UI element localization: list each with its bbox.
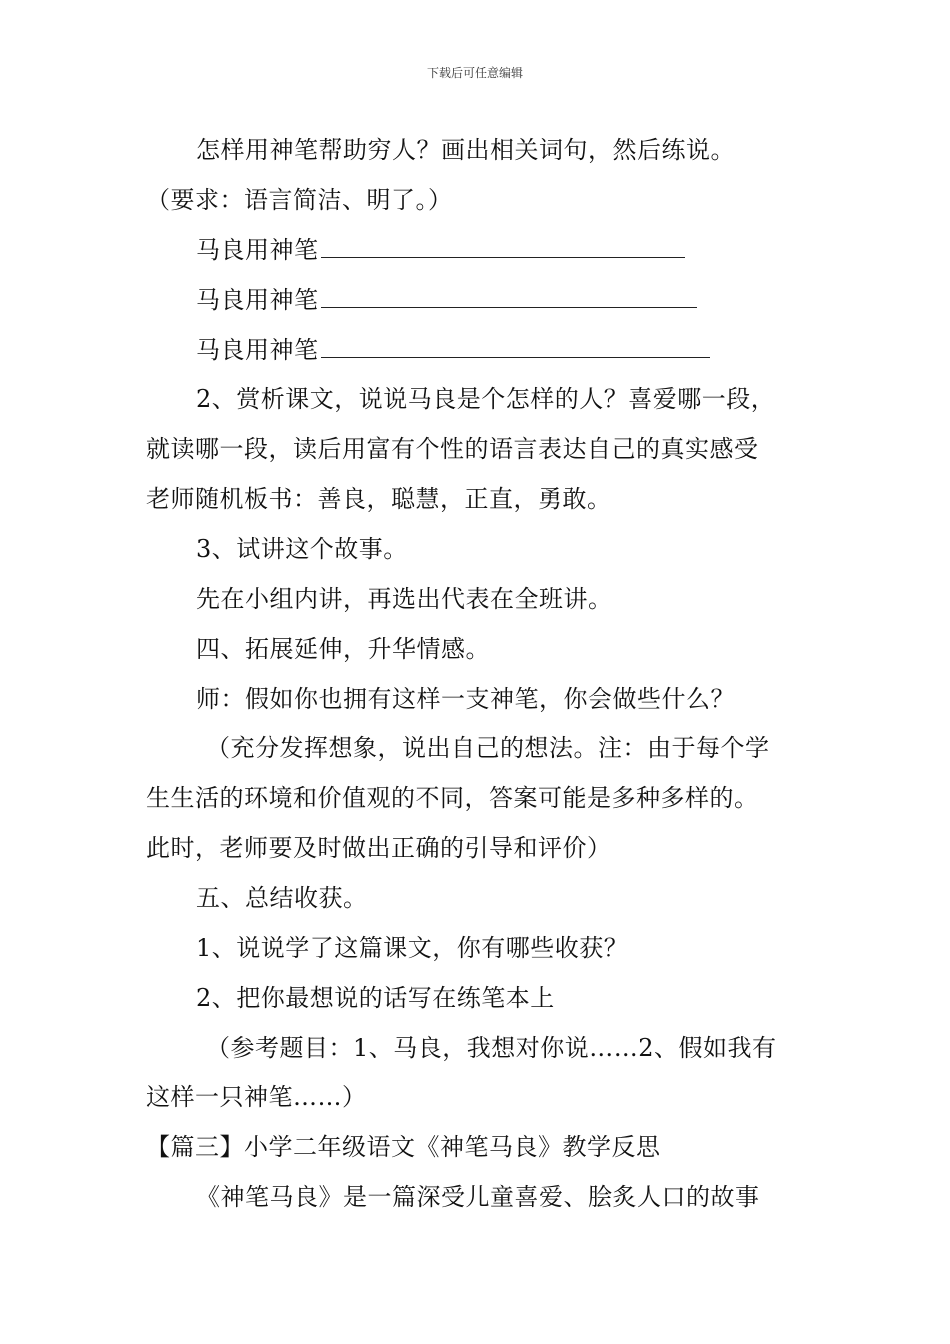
body-text-line: 2、把你最想说的话写在练笔本上: [196, 984, 555, 1012]
fill-in-prompt: 马良用神笔: [196, 236, 319, 264]
answer-blank: [321, 235, 685, 258]
section-heading: 四、拓展延伸，升华情感。: [196, 635, 490, 663]
body-text-line: 此时，老师要及时做出正确的引导和评价）: [146, 834, 612, 862]
fill-in-line: [196, 234, 866, 266]
body-text-line: 先在小组内讲，再选出代表在全班讲。: [196, 585, 613, 613]
body-text-line: （参考题目：1、马良，我想对你说……2、假如我有: [206, 1034, 777, 1062]
body-text-line: 就读哪一段，读后用富有个性的语言表达自己的真实感受: [146, 435, 759, 463]
fill-in-prompt: 马良用神笔: [196, 336, 319, 364]
body-text-line: （充分发挥想象，说出自己的想法。注：由于每个学: [206, 734, 770, 762]
body-text-line: （要求：语言简洁、明了。）: [146, 186, 453, 214]
answer-blank: [321, 335, 710, 358]
body-text-line: 《神笔马良》是一篇深受儿童喜爱、脍炙人口的故事: [196, 1183, 760, 1211]
body-text-line: 这样一只神笔……）: [146, 1083, 367, 1111]
body-text-line: 2、赏析课文，说说马良是个怎样的人？喜爱哪一段，: [196, 385, 776, 413]
body-text-line: 师：假如你也拥有这样一支神笔，你会做些什么？: [196, 685, 735, 713]
body-text-line: 3、试讲这个故事。: [196, 535, 408, 563]
body-text-line: 老师随机板书：善良，聪慧，正直，勇敢。: [146, 485, 612, 513]
fill-in-line: [196, 284, 866, 316]
section-heading: 五、总结收获。: [196, 884, 368, 912]
fill-in-prompt: 马良用神笔: [196, 286, 319, 314]
answer-blank: [321, 285, 697, 308]
page-header-note: 下载后可任意编辑: [426, 66, 523, 80]
fill-in-line: [196, 334, 866, 366]
body-text-line: 生生活的环境和价值观的不同，答案可能是多种多样的。: [146, 784, 759, 812]
body-text-line: 怎样用神笔帮助穷人？画出相关词句，然后练说。: [196, 136, 735, 164]
article-title: 【篇三】小学二年级语文《神笔马良》教学反思: [146, 1133, 661, 1161]
body-text-line: 1、说说学了这篇课文，你有哪些收获？: [196, 934, 629, 962]
